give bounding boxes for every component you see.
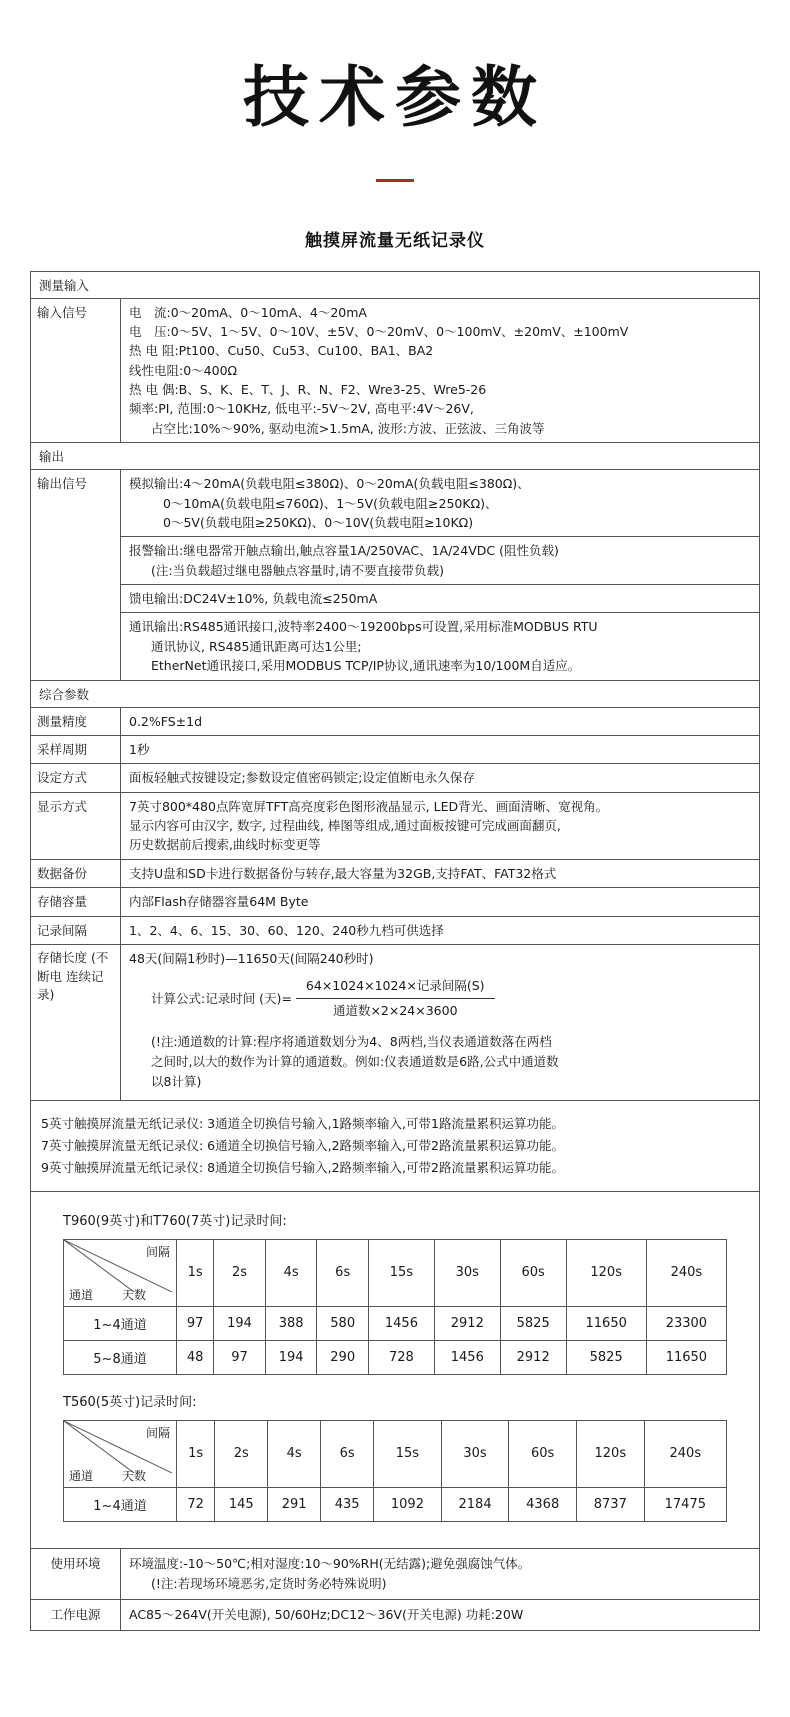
record-time-table-t560 — [63, 1420, 727, 1522]
table-cell: 194 — [265, 1340, 317, 1374]
column-header: 120s — [576, 1420, 644, 1487]
text-line: (不断电 — [37, 949, 109, 984]
table-header-row — [64, 1239, 727, 1306]
table-cell: 97 — [214, 1340, 266, 1374]
record-time-tables — [30, 1192, 760, 1549]
environment-power-table — [30, 1549, 760, 1631]
record-time-table-t960-t760 — [63, 1239, 727, 1375]
text-line: 历史数据前后搜索,曲线时标变更等 — [129, 837, 321, 853]
table-cell: 8737 — [576, 1487, 644, 1521]
row-value: 1、2、4、6、15、30、60、120、240秒九档可供选择 — [129, 922, 444, 938]
model-description-block — [30, 1101, 760, 1192]
table-row-sampling — [31, 736, 759, 764]
table-row — [64, 1487, 727, 1521]
text-line: 模拟输出:4～20mA(负载电阻≤380Ω)、0～20mA(负载电阻≤380Ω)、 — [129, 476, 530, 492]
column-header: 30s — [434, 1239, 500, 1306]
title-divider — [376, 179, 414, 182]
corner-label-interval: 间隔 — [145, 1244, 170, 1259]
text-line: 报警输出:继电器常开触点输出,触点容量1A/250VAC、1A/24VDC (阻性负载) — [129, 543, 559, 559]
text-line: 频率:PI, 范围:0～10KHz, 低电平:-5V～2V, 高电平:4V～26V, — [129, 401, 474, 417]
column-header: 15s — [374, 1420, 442, 1487]
table-cell: 728 — [368, 1340, 434, 1374]
column-header: 1s — [177, 1239, 214, 1306]
section-header-general: 综合参数 — [31, 681, 759, 708]
table-cell: 11650 — [566, 1306, 646, 1340]
table-cell: 1456 — [434, 1340, 500, 1374]
table-cell: 1092 — [374, 1487, 442, 1521]
column-header: 2s — [215, 1420, 268, 1487]
row-value: 面板轻触式按键设定;参数设定值密码锁定;设定值断电永久保存 — [129, 770, 475, 786]
text-line: 显示内容可由汉字, 数字, 过程曲线, 棒图等组成,通过面板按键可完成画面翻页, — [129, 818, 561, 834]
row-header: 1~4通道 — [64, 1487, 177, 1521]
table-cell: 5825 — [566, 1340, 646, 1374]
corner-label-interval: 间隔 — [145, 1425, 170, 1440]
row-label: 记录间隔 — [31, 917, 121, 944]
row-value — [121, 470, 759, 679]
table-row-record-interval — [31, 917, 759, 945]
table-header-row — [64, 1420, 727, 1487]
table-cell: 290 — [317, 1340, 369, 1374]
table-cell: 97 — [177, 1306, 214, 1340]
table-cell: 2184 — [441, 1487, 509, 1521]
row-value: 0.2%FS±1d — [129, 713, 203, 729]
table-cell: 2912 — [500, 1340, 566, 1374]
text-line: 0～10mA(负载电阻≤760Ω)、1～5V(负载电阻≥250KΩ)、 — [163, 495, 498, 511]
table-corner-header — [64, 1420, 177, 1487]
text-line: 电 流:0～20mA、0～10mA、4～20mA — [129, 304, 367, 320]
table-cell: 435 — [321, 1487, 374, 1521]
column-header: 15s — [368, 1239, 434, 1306]
table-cell: 388 — [265, 1306, 317, 1340]
row-value — [121, 299, 759, 443]
row-label: 输入信号 — [31, 299, 121, 443]
column-header: 60s — [509, 1420, 577, 1487]
page-subtitle: 触摸屏流量无纸记录仪 — [305, 230, 485, 251]
text-line: 0～5V(负载电阻≥250KΩ)、0～10V(负载电阻≥10KΩ) — [163, 514, 474, 530]
output-power-feed — [121, 585, 759, 613]
column-header: 240s — [646, 1239, 726, 1306]
text-line: 5英寸触摸屏流量无纸记录仪: 3通道全切换信号输入,1路频率输入,可带1路流量累积运算功能。 — [41, 1116, 564, 1132]
text-line: 热 电 偶:B、S、K、E、T、J、R、N、F2、Wre3-25、Wre5-26 — [129, 382, 487, 398]
formula-denominator: 通道数×2×24×3600 — [332, 1002, 458, 1018]
row-value — [121, 793, 759, 859]
formula-label: 计算公式:记录时间 (天)= — [151, 990, 292, 1006]
row-header: 1~4通道 — [64, 1306, 177, 1340]
table-row-input-signal — [31, 299, 759, 444]
section-header-input: 测量输入 — [31, 272, 759, 299]
output-communication — [121, 613, 759, 679]
table-cell: 5825 — [500, 1306, 566, 1340]
table-cell: 194 — [214, 1306, 266, 1340]
table-row-storage-length — [31, 945, 759, 1101]
column-header: 30s — [441, 1420, 509, 1487]
text-line: 9英寸触摸屏流量无纸记录仪: 8通道全切换信号输入,2路频率输入,可带2路流量累积运算功能。 — [41, 1159, 564, 1175]
text-line: 馈电输出:DC24V±10%, 负载电流≤250mA — [129, 591, 378, 607]
table-row-environment — [31, 1549, 759, 1600]
formula-note — [129, 1026, 751, 1096]
table-row-setting-method — [31, 764, 759, 792]
table-row-storage-capacity — [31, 888, 759, 916]
row-value — [121, 1549, 759, 1599]
corner-label-channel: 通道 — [69, 1468, 94, 1483]
text-line: 线性电阻:0～400Ω — [129, 362, 238, 378]
row-label: 采样周期 — [31, 736, 121, 763]
row-label: 存储容量 — [31, 888, 121, 915]
text-line: 48天(间隔1秒时)—11650天(间隔240秒时) — [129, 950, 374, 966]
table-cell: 17475 — [644, 1487, 726, 1521]
section-header-output: 输出 — [31, 443, 759, 470]
text-line: (!注:通道数的计算:程序将通道数划分为4、8两档,当仪表通道数落在两档 — [151, 1034, 552, 1050]
row-label: 设定方式 — [31, 764, 121, 791]
row-value: 1秒 — [129, 741, 150, 757]
record-time-formula — [129, 968, 751, 1026]
text-line: 热 电 阻:Pt100、Cu50、Cu53、Cu100、BA1、BA2 — [129, 343, 434, 359]
row-label — [31, 945, 121, 1100]
table-cell: 11650 — [646, 1340, 726, 1374]
table-cell: 2912 — [434, 1306, 500, 1340]
text-line: 存储长度 — [37, 949, 88, 965]
row-label: 使用环境 — [31, 1549, 121, 1599]
text-line: 占空比:10%～90%, 驱动电流>1.5mA, 波形:方波、正弦波、三角波等 — [151, 420, 545, 436]
table-row-accuracy — [31, 708, 759, 736]
row-value: AC85～264V(开关电源), 50/60Hz;DC12～36V(开关电源) 功耗:20W — [129, 1606, 524, 1622]
table-cell: 145 — [215, 1487, 268, 1521]
column-header: 60s — [500, 1239, 566, 1306]
page-title: 技术参数 — [243, 59, 547, 136]
row-label: 工作电源 — [31, 1600, 121, 1630]
table-row-power-supply — [31, 1600, 759, 1630]
specification-table — [30, 271, 760, 1102]
row-label: 数据备份 — [31, 860, 121, 887]
row-label: 显示方式 — [31, 793, 121, 859]
text-line: (!注:若现场环境恶劣,定货时务必特殊说明) — [151, 1575, 387, 1591]
column-header: 4s — [268, 1420, 321, 1487]
column-header: 1s — [177, 1420, 215, 1487]
table-cell: 23300 — [646, 1306, 726, 1340]
text-line: 环境温度:-10～50℃;相对湿度:10～90%RH(无结露);避免强腐蚀气体。 — [129, 1555, 531, 1571]
formula-fraction — [296, 976, 495, 1020]
text-line: 以8计算) — [151, 1074, 202, 1090]
table-cell: 1456 — [368, 1306, 434, 1340]
column-header: 6s — [317, 1239, 369, 1306]
table-row-data-backup — [31, 860, 759, 888]
column-header: 6s — [321, 1420, 374, 1487]
text-line: 7英寸800*480点阵宽屏TFT高亮度彩色图形液晶显示, LED背光、画面清晰、宽视角。 — [129, 798, 609, 814]
table2-title: T560(5英寸)记录时间: — [63, 1394, 197, 1410]
text-line: 之间时,以大的数作为计算的通道数。例如:仪表通道数是6路,公式中通道数 — [151, 1054, 559, 1070]
table-row-display — [31, 793, 759, 860]
row-value: 内部Flash存储器容量64M Byte — [129, 894, 309, 910]
table-cell: 72 — [177, 1487, 215, 1521]
table-cell: 580 — [317, 1306, 369, 1340]
column-header: 4s — [265, 1239, 317, 1306]
output-alarm — [121, 537, 759, 585]
column-header: 240s — [644, 1420, 726, 1487]
text-line: 通讯协议, RS485通讯距离可达1公里; — [151, 638, 362, 654]
corner-label-channel: 通道 — [69, 1287, 94, 1302]
table-row — [64, 1306, 727, 1340]
row-label: 输出信号 — [31, 470, 121, 679]
row-value — [121, 945, 759, 1100]
text-line: 通讯输出:RS485通讯接口,波特率2400～19200bps可设置,采用标准MODBUS RTU — [129, 619, 598, 635]
row-label: 测量精度 — [31, 708, 121, 735]
row-header: 5~8通道 — [64, 1340, 177, 1374]
table-cell: 291 — [268, 1487, 321, 1521]
corner-label-days: 天数 — [121, 1287, 146, 1302]
formula-numerator: 64×1024×1024×记录间隔(S) — [296, 976, 495, 998]
table-cell: 4368 — [509, 1487, 577, 1521]
text-line: 7英寸触摸屏流量无纸记录仪: 6通道全切换信号输入,2路频率输入,可带2路流量累积运算功能。 — [41, 1137, 564, 1153]
column-header: 2s — [214, 1239, 266, 1306]
table-corner-header — [64, 1239, 177, 1306]
corner-label-days: 天数 — [121, 1468, 146, 1483]
table-cell: 48 — [177, 1340, 214, 1374]
text-line: 连续记录) — [37, 968, 104, 1003]
column-header: 120s — [566, 1239, 646, 1306]
text-line: EtherNet通讯接口,采用MODBUS TCP/IP协议,通讯速率为10/100M自适应。 — [151, 658, 581, 674]
text-line: 电 压:0～5V、1～5V、0～10V、±5V、0～20mV、0～100mV、±20mV、±100mV — [129, 323, 629, 339]
table-row-output-signal — [31, 470, 759, 680]
text-line: (注:当负载超过继电器触点容量时,请不要直接带负载) — [151, 562, 444, 578]
output-analog — [121, 470, 759, 537]
table-row — [64, 1340, 727, 1374]
row-value: 支持U盘和SD卡进行数据备份与转存,最大容量为32GB,支持FAT、FAT32格式 — [129, 865, 557, 881]
table1-title: T960(9英寸)和T760(7英寸)记录时间: — [63, 1213, 287, 1229]
